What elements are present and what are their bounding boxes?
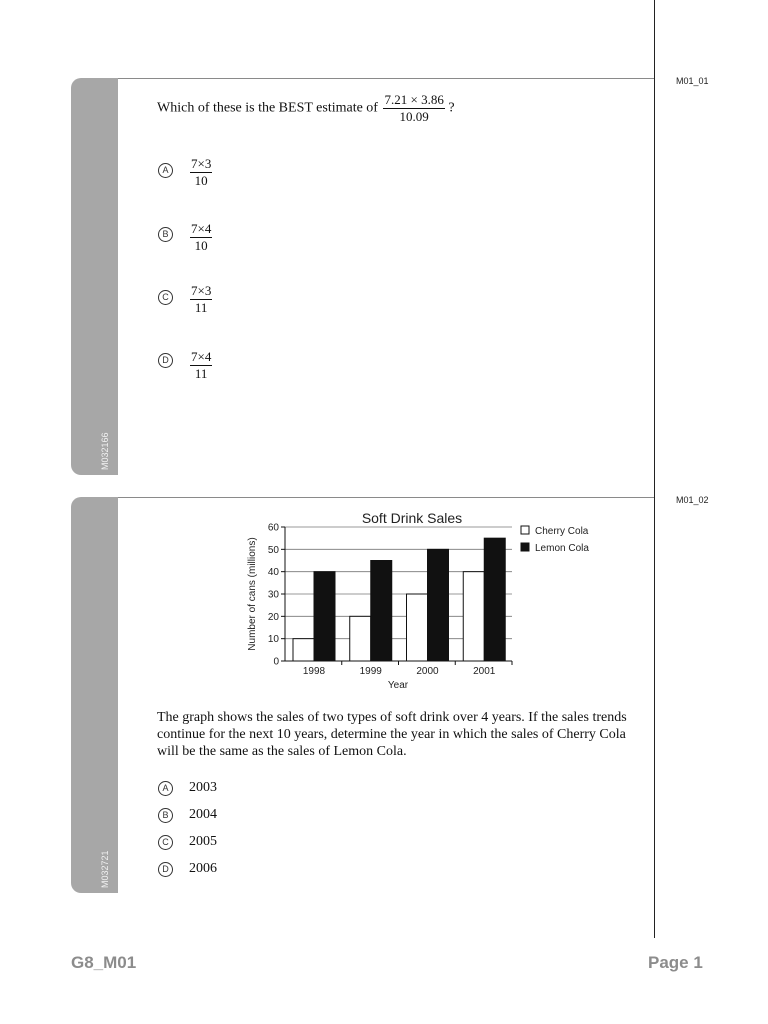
option-text: 2006 <box>189 861 217 876</box>
option-fraction <box>190 221 212 254</box>
page-number: Page 1 <box>648 953 703 972</box>
option-denominator: 10 <box>194 238 208 253</box>
option-numerator: 7×3 <box>191 156 212 171</box>
item-side-code: M032721 <box>100 850 110 888</box>
bar-cherry-cola <box>463 572 484 661</box>
chart-legend <box>521 526 589 554</box>
soft-drink-sales-chart <box>230 500 610 695</box>
item-side-code: M032166 <box>100 432 110 470</box>
y-tick-label: 10 <box>267 634 279 646</box>
item-sidebar <box>71 78 118 475</box>
option-bubble[interactable]: C <box>158 835 173 850</box>
x-axis-ticks <box>303 661 512 677</box>
expression-fraction <box>383 92 444 125</box>
bar-lemon-cola <box>428 549 449 661</box>
bar-lemon-cola <box>484 538 505 661</box>
option-bubble[interactable]: B <box>158 808 173 823</box>
option-fraction <box>190 156 212 189</box>
option-text: 2004 <box>189 807 217 822</box>
chart-title: Soft Drink Sales <box>361 510 463 526</box>
question-prompt: The graph shows the sales of two types of soft drink over 4 years. If the sales trends continue for the next 10 years, determine the year in which the sales of Cherry Cola will be the same as the sales of Lemon Cola. <box>157 710 627 759</box>
option-bubble[interactable]: D <box>158 862 173 877</box>
item-code: M01_02 <box>676 495 709 505</box>
option-text: 2003 <box>189 780 217 795</box>
bar-cherry-cola <box>350 616 371 661</box>
x-axis-label: Year <box>387 680 409 691</box>
legend-label: Cherry Cola <box>535 526 589 537</box>
bar-lemon-cola <box>314 572 335 661</box>
x-tick-label: 2001 <box>473 666 496 677</box>
option-numerator: 7×4 <box>191 349 212 364</box>
y-tick-label: 40 <box>267 567 279 579</box>
bar-lemon-cola <box>371 561 392 662</box>
y-axis-ticks <box>268 523 285 668</box>
booklet-code: G8_M01 <box>71 953 137 972</box>
item-code: M01_01 <box>676 76 709 86</box>
item-sidebar <box>71 497 118 893</box>
section-divider <box>117 78 654 79</box>
page-margin-line <box>654 0 655 938</box>
question-mark: ? <box>448 100 455 116</box>
x-tick-label: 1999 <box>359 666 382 677</box>
expression-numerator: 7.21 × 3.86 <box>384 92 444 107</box>
expression-denominator: 10.09 <box>399 109 429 124</box>
y-tick-label: 20 <box>267 611 279 623</box>
prompt-text: Which of these is the BEST estimate of <box>157 100 378 116</box>
option-bubble[interactable]: A <box>158 781 173 796</box>
y-tick-label: 0 <box>273 656 279 668</box>
option-text: 2005 <box>189 834 217 849</box>
option-bubble[interactable]: C <box>158 290 173 305</box>
option-denominator: 11 <box>194 366 208 381</box>
y-tick-label: 60 <box>267 522 279 534</box>
y-tick-label: 50 <box>267 544 279 556</box>
y-tick-label: 30 <box>267 589 279 601</box>
option-bubble[interactable]: B <box>158 227 173 242</box>
y-axis-label: Number of cans (millions) <box>247 537 258 651</box>
bar-cherry-cola <box>293 639 314 661</box>
option-bubble[interactable]: D <box>158 353 173 368</box>
option-bubble[interactable]: A <box>158 163 173 178</box>
x-tick-label: 1998 <box>302 666 326 677</box>
section-divider <box>117 497 654 498</box>
legend-swatch <box>521 543 529 551</box>
option-denominator: 10 <box>194 173 208 188</box>
option-denominator: 11 <box>194 300 208 315</box>
question-prompt <box>157 92 455 125</box>
option-numerator: 7×3 <box>191 283 212 298</box>
option-numerator: 7×4 <box>191 221 212 236</box>
legend-label: Lemon Cola <box>535 543 589 554</box>
legend-swatch <box>521 526 529 534</box>
option-fraction <box>190 349 212 382</box>
option-fraction <box>190 283 212 316</box>
x-tick-label: 2000 <box>416 666 439 677</box>
chart-bars <box>293 538 505 661</box>
bar-cherry-cola <box>407 594 428 661</box>
